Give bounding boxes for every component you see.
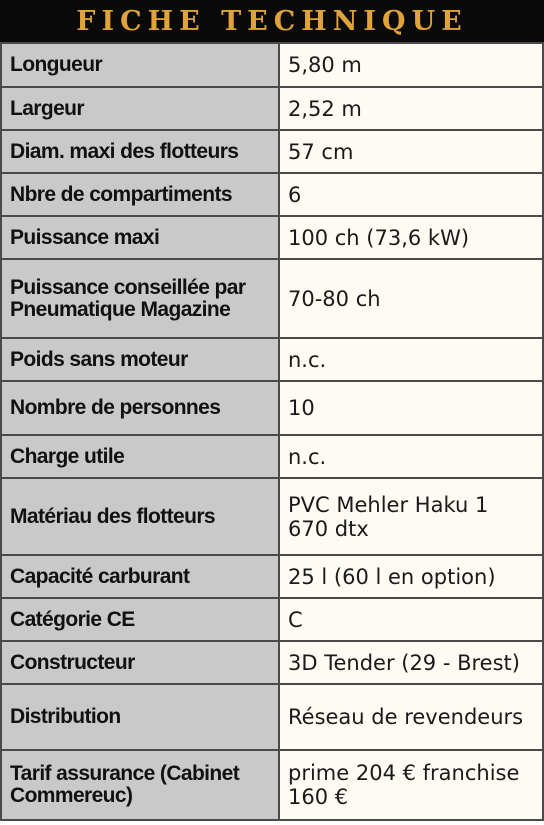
row-value: Réseau de revendeurs — [279, 684, 543, 750]
row-label: Diam. maxi des flotteurs — [1, 130, 279, 173]
row-value: 5,80 m — [279, 43, 543, 87]
row-value: PVC Mehler Haku 1 670 dtx — [279, 478, 543, 555]
row-value: 2,52 m — [279, 87, 543, 130]
row-value: 10 — [279, 381, 543, 435]
row-label: Matériau des flotteurs — [1, 478, 279, 555]
row-label: Puissance conseillée par Pneumatique Magazine — [1, 259, 279, 338]
table-row — [1, 555, 543, 598]
row-value: 100 ch (73,6 kW) — [279, 216, 543, 259]
table-row — [1, 381, 543, 435]
row-label: Poids sans moteur — [1, 338, 279, 381]
row-label: Longueur — [1, 43, 279, 87]
row-label: Nombre de personnes — [1, 381, 279, 435]
row-label: Nbre de compartiments — [1, 173, 279, 216]
row-label: Largeur — [1, 87, 279, 130]
row-label: Catégorie CE — [1, 598, 279, 641]
row-value: 3D Tender (29 - Brest) — [279, 641, 543, 684]
row-value: 57 cm — [279, 130, 543, 173]
table-row — [1, 130, 543, 173]
table-row — [1, 598, 543, 641]
table-row — [1, 478, 543, 555]
table-row — [1, 43, 543, 87]
row-value: prime 204 € franchise 160 € — [279, 750, 543, 820]
table-row — [1, 173, 543, 216]
table-row — [1, 87, 543, 130]
row-label: Distribution — [1, 684, 279, 750]
row-value: C — [279, 598, 543, 641]
row-value: n.c. — [279, 435, 543, 478]
table-row — [1, 684, 543, 750]
row-label: Charge utile — [1, 435, 279, 478]
table-row — [1, 259, 543, 338]
table-row — [1, 216, 543, 259]
table-row — [1, 338, 543, 381]
row-label: Tarif assurance (Cabinet Commereuc) — [1, 750, 279, 820]
spec-table — [0, 42, 544, 821]
row-value: 6 — [279, 173, 543, 216]
row-value: n.c. — [279, 338, 543, 381]
table-row — [1, 641, 543, 684]
row-label: Puissance maxi — [1, 216, 279, 259]
row-value: 70-80 ch — [279, 259, 543, 338]
table-row — [1, 750, 543, 820]
table-row — [1, 435, 543, 478]
row-value: 25 l (60 l en option) — [279, 555, 543, 598]
row-label: Constructeur — [1, 641, 279, 684]
row-label: Capacité carburant — [1, 555, 279, 598]
sheet-title: FICHE TECHNIQUE — [0, 0, 544, 42]
